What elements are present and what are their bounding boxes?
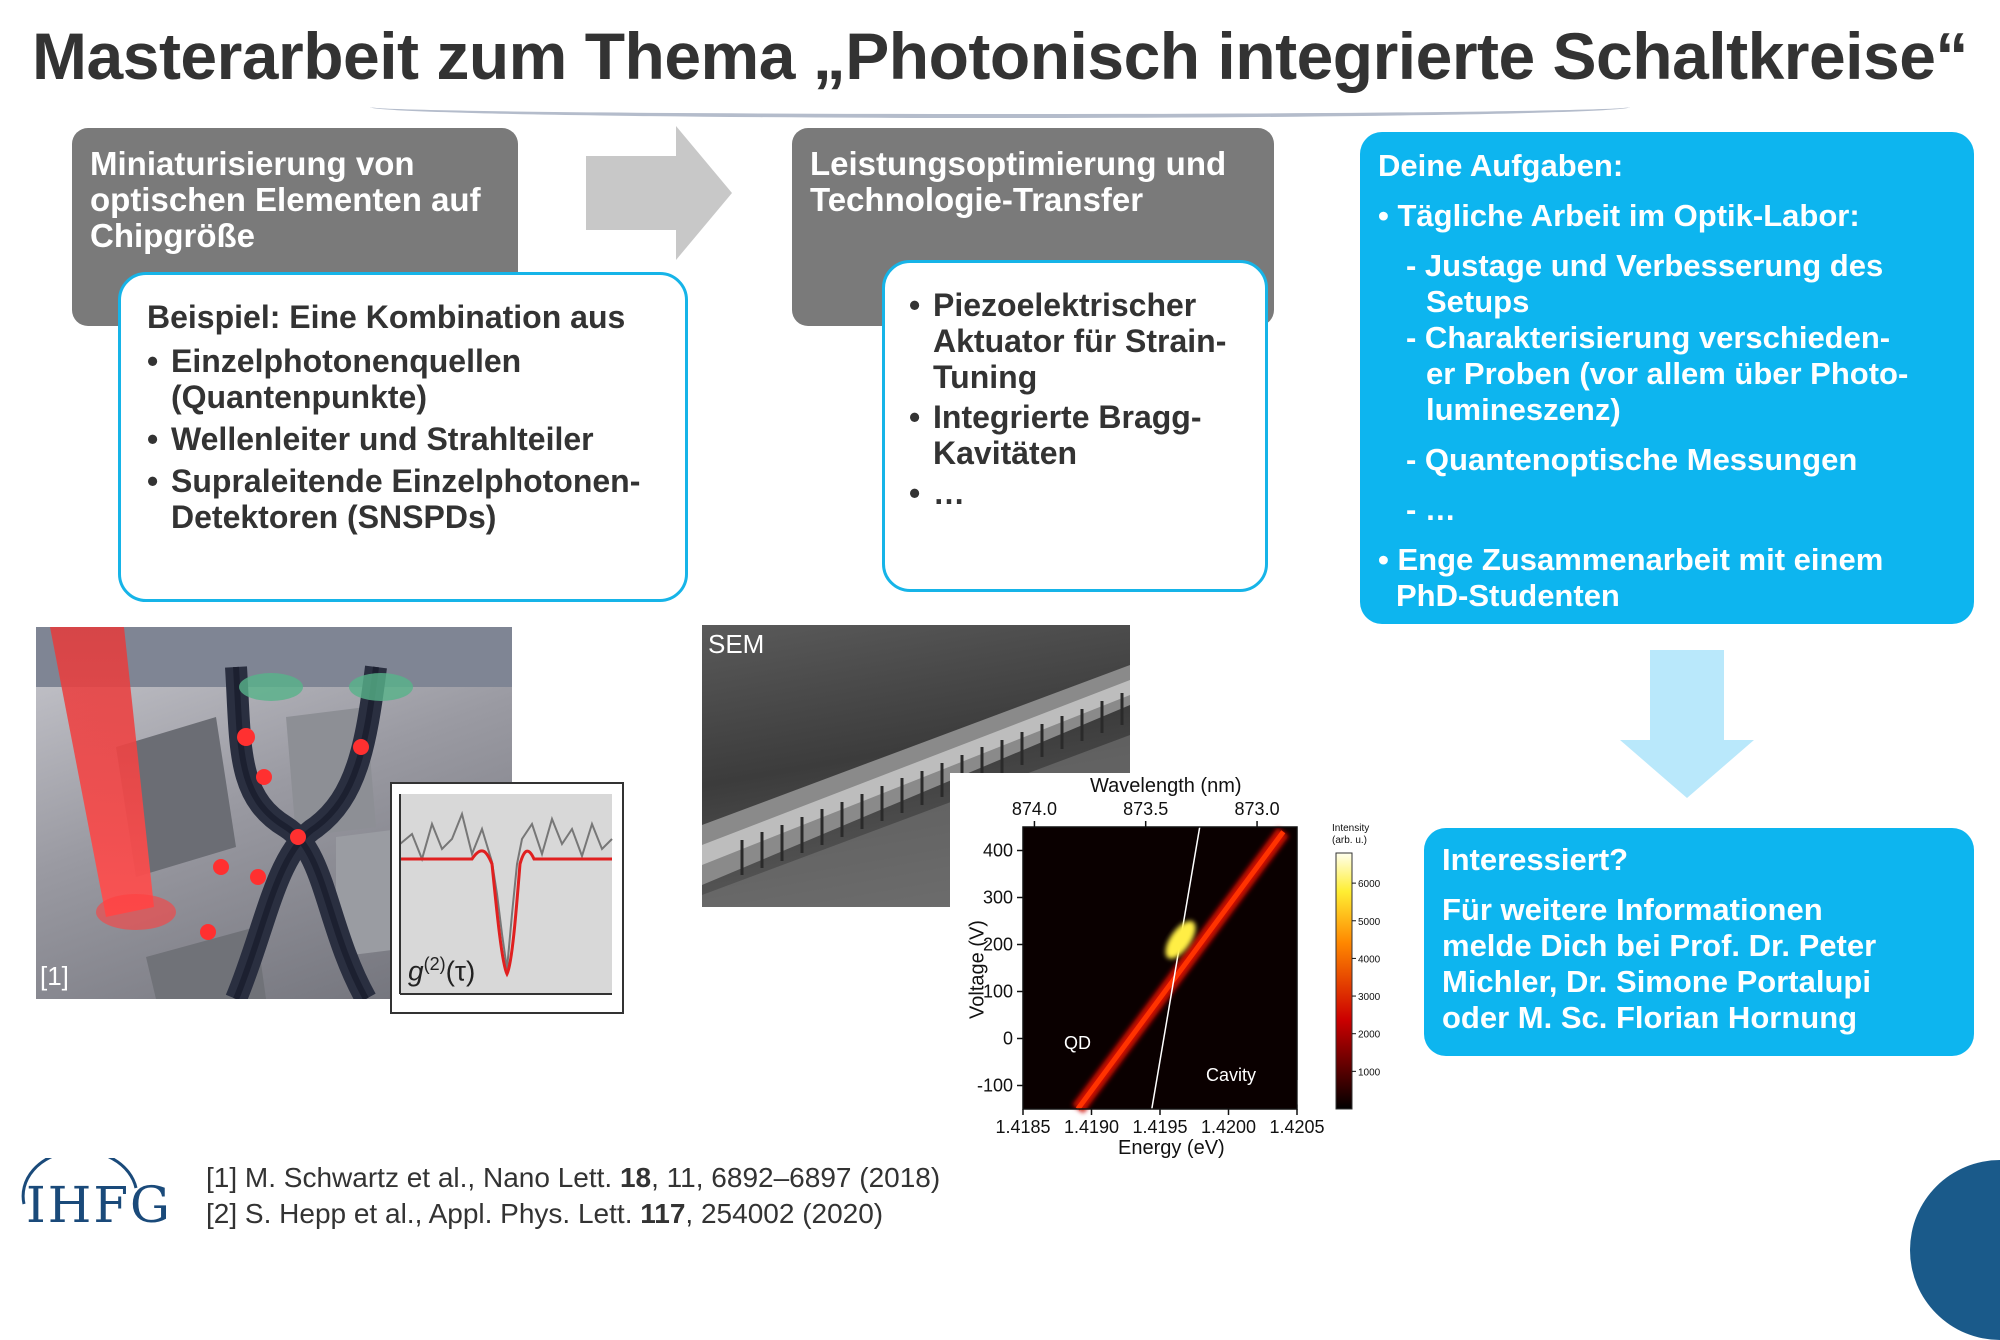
x-tick-label: 1.4190 [1063,1117,1120,1137]
x-tick-label: 1.4205 [1269,1117,1325,1137]
colorbar-label-1: Intensity [1332,823,1370,834]
colorbar-tick-label: 5000 [1358,916,1381,928]
colorbar-tick-label: 3000 [1358,992,1381,1004]
cavity-annotation: Cavity [1206,1065,1257,1085]
image1-ref-label: [1] [40,961,69,991]
arrow-right-icon [586,126,732,260]
page-title: Masterarbeit zum Thema „Photonisch integrierte Schaltkreise“ [32,19,1968,93]
list-item: • Wellenleiter und Strahlteiler [147,421,663,457]
list-item: • Piezoelektrischer Aktuator für Strain- Tuning [909,287,1247,395]
tasks-sub-3: - Quantenoptische Messungen [1406,442,1858,477]
title-underline [370,96,1630,118]
colorbar [1336,853,1352,1109]
box-performance-line-1: Leistungsoptimierung und [810,145,1227,182]
y-tick-label: 100 [982,981,1013,1002]
tasks-heading: Deine Aufgaben: [1378,148,1624,183]
chart-ref-label: [2] [1296,1075,1325,1105]
y-tick-label: 0 [1002,1028,1013,1049]
box-performance-line-2: Technologie-Transfer [810,181,1144,218]
box-example [118,272,688,602]
y-tick-label: -100 [976,1075,1013,1096]
box-miniaturization-line-3: Chipgröße [90,217,255,254]
y-tick-label: 200 [982,934,1013,955]
contact-line-4: oder M. Sc. Florian Hornung [1442,1000,1858,1035]
list-item: • Einzelphotonenquellen (Quantenpunkte) [147,343,663,415]
box-example-intro: Beispiel: Eine Kombination aus [147,299,626,335]
colorbar-tick-label: 4000 [1358,954,1381,966]
x-tick-label: 1.4185 [995,1117,1051,1137]
g2-label: $g^{(2)}(\tau)$ [408,954,476,987]
logo-text: IHFG [26,1176,172,1234]
corner-decoration [1910,1160,2000,1340]
box-tuning [882,260,1268,592]
institute-logo [16,1158,172,1242]
list-item: • … [909,475,1247,511]
box-tuning-list [909,287,1247,511]
contact-line-1: Für weitere Informationen [1442,892,1823,927]
y-axis-label: Voltage (V) [966,920,989,1019]
g2-inset-plot [390,782,624,1014]
contact-line-2: melde Dich bei Prof. Dr. Peter [1442,928,1877,963]
colorbar-label-2: (arb. u.) [1332,835,1368,846]
contact-line-3: Michler, Dr. Simone Portalupi [1442,964,1871,999]
sem-label: SEM [708,629,765,659]
contact-heading: Interessiert? [1442,842,1629,877]
box-tasks [1360,132,1974,624]
box-miniaturization-line-2: optischen Elementen auf [90,181,481,218]
tasks-sub-4: - … [1406,492,1456,527]
tasks-sub-2: - Charakterisierung verschieden- er Proben (vor allem über Photo- lumineszenz) [1406,320,1909,427]
box-contact [1424,828,1974,1056]
colorbar-tick-label: 2000 [1358,1029,1381,1041]
tasks-bullet-phd: • Enge Zusammenarbeit mit einem PhD-Studenten [1378,542,1884,613]
reference-2: [2] S. Hepp et al., Appl. Phys. Lett. 117, 254002 (2020) [206,1198,884,1229]
list-item: • Supraleitende Einzelphotonen- Detektoren (SNSPDs) [147,463,663,535]
x-axis-label: Energy (eV) [1118,1137,1225,1159]
colorbar-tick-label: 6000 [1358,879,1381,891]
x-tick-label: 1.4200 [1200,1117,1257,1137]
box-miniaturization-line-1: Miniaturisierung von [90,145,415,182]
arrow-down-icon [1620,650,1754,798]
y-tick-label: 300 [982,887,1013,908]
list-item: • Integrierte Bragg- Kavitäten [909,399,1247,471]
tasks-bullet-lab: • Tägliche Arbeit im Optik-Labor: [1378,198,1860,233]
top-tick-label: 873.0 [1234,799,1280,819]
tasks-sub-1: - Justage und Verbesserung des Setups [1406,248,1884,319]
y-tick-label: 400 [982,840,1013,861]
pl-map-chart [950,773,1390,1163]
top-tick-label: 874.0 [1011,799,1057,819]
colorbar-tick-label: 1000 [1358,1067,1381,1079]
reference-1: [1] M. Schwartz et al., Nano Lett. 18, 11, 6892–6897 (2018) [206,1162,941,1193]
x-tick-label: 1.4195 [1132,1117,1188,1137]
box-example-list [147,343,663,535]
top-tick-label: 873.5 [1123,799,1169,819]
qd-annotation: QD [1064,1033,1091,1053]
top-axis-label: Wavelength (nm) [1090,775,1242,797]
